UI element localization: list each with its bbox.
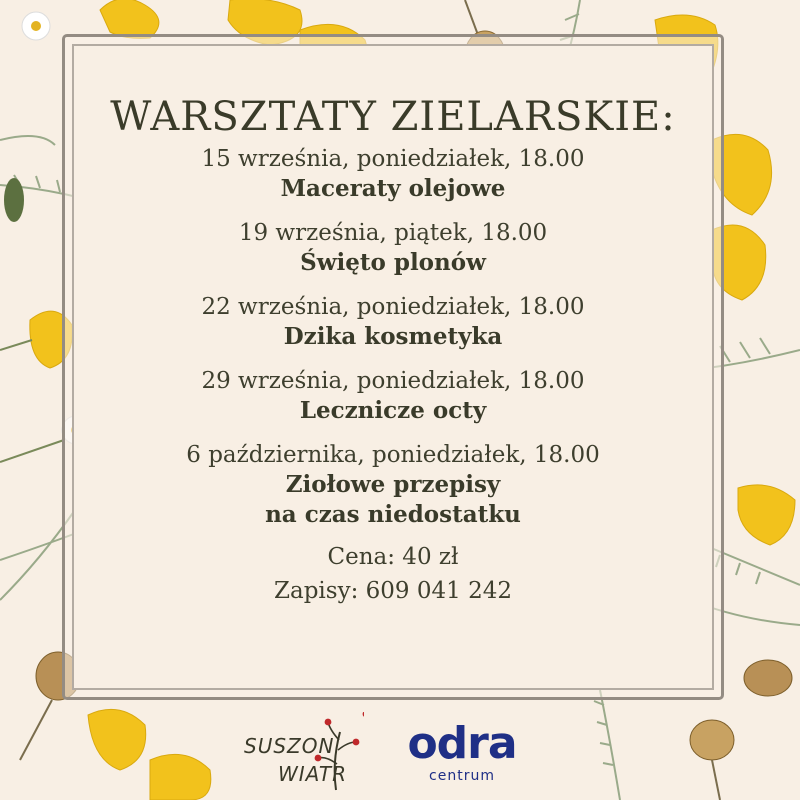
event-name: Maceraty olejowe [280, 175, 506, 202]
suszon-wiatr-logo [244, 712, 364, 792]
event-item [72, 440, 714, 530]
odra-centrum-logo [398, 718, 528, 788]
odra-logo-subtitle: centrum [429, 768, 495, 784]
herb-sprig-icon [594, 690, 620, 800]
event-item [72, 292, 714, 352]
event-item [72, 218, 714, 278]
event-date: 22 września, poniedziałek, 18.00 [201, 294, 585, 320]
suszon-logo-line1: SUSZON [244, 734, 335, 758]
suszon-logo-line2: WIATR [278, 762, 348, 786]
event-date: 19 września, piątek, 18.00 [238, 220, 548, 246]
event-name: Lecznicze octy [299, 397, 487, 424]
leaf-icon [4, 178, 24, 222]
event-name: Święto plonów [300, 249, 486, 276]
event-name-line1: Ziołowe przepisy [285, 471, 501, 498]
event-date: 6 października, poniedziałek, 18.00 [186, 442, 600, 468]
event-item [72, 366, 714, 426]
event-date: 29 września, poniedziałek, 18.00 [201, 368, 585, 394]
event-item [72, 144, 714, 204]
event-name: Dzika kosmetyka [283, 323, 503, 350]
event-name-line2: na czas niedostatku [265, 501, 521, 528]
page-title: WARSZTATY ZIELARSKIE: [110, 94, 676, 140]
yellow-flower-icon [712, 134, 795, 545]
schedule-panel [72, 44, 714, 690]
signup-phone: Zapisy: 609 041 242 [274, 578, 512, 604]
odra-logo-word: odra [407, 718, 517, 769]
event-date: 15 września, poniedziałek, 18.00 [201, 146, 585, 172]
price-text: Cena: 40 zł [327, 544, 459, 570]
yellow-flower-icon [88, 709, 211, 800]
daisy-icon [22, 12, 50, 40]
